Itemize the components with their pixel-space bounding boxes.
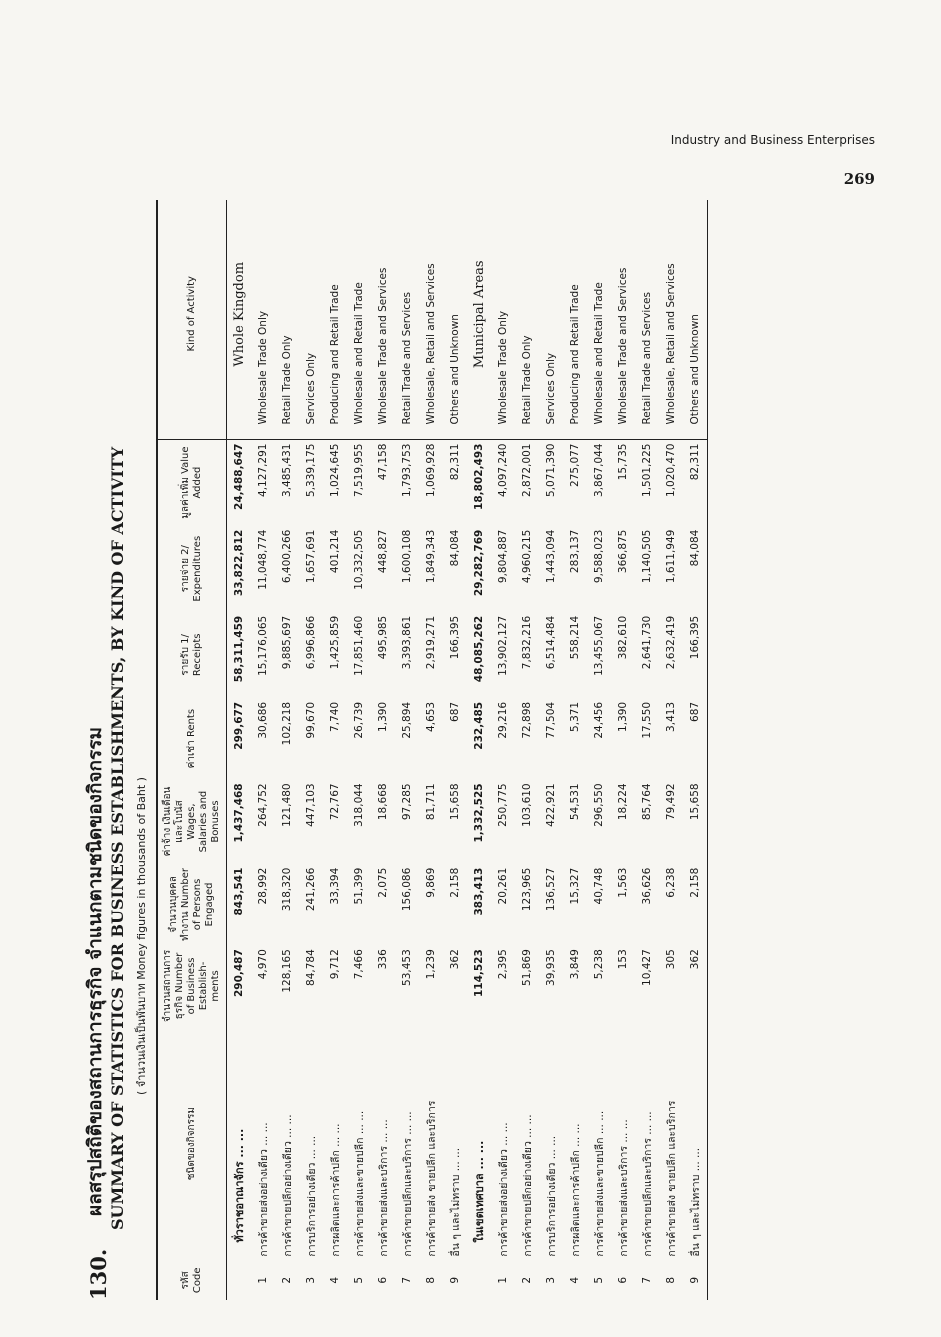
- row-persons: 15,327: [569, 867, 581, 905]
- row-kind-english: Retail Trade Only: [275, 200, 299, 439]
- table-row: [419, 200, 443, 1300]
- row-establishments: 53,453: [401, 949, 413, 986]
- row-establishments: 9,712: [329, 949, 341, 980]
- row-rents: 29,216: [497, 701, 509, 739]
- row-rents: 1,390: [377, 701, 389, 732]
- col-kind-thai: ชนิดของกิจกรรม: [157, 1027, 227, 1261]
- row-persons: 123,965: [521, 867, 533, 912]
- row-receipts: 17,851,460: [353, 615, 365, 676]
- table-row: [227, 200, 252, 1300]
- table-row: [683, 200, 708, 1300]
- col-value-added: มูลค่าเพิ่ม Value Added: [157, 439, 227, 526]
- row-persons: 6,238: [665, 867, 677, 898]
- row-wages: 15,658: [449, 783, 461, 821]
- row-persons: 156,086: [401, 867, 413, 912]
- row-kind-thai: การค้าขายส่งและบริการ ... ...: [377, 1119, 390, 1257]
- row-expenditures: 366,875: [617, 529, 629, 574]
- row-expenditures: 84,084: [449, 529, 461, 567]
- row-receipts: 2,919,271: [425, 615, 437, 670]
- row-kind-english: Wholesale and Retail Trade: [347, 200, 371, 439]
- row-establishments: 362: [683, 945, 708, 1027]
- row-value-added: 7,519,955: [353, 443, 365, 497]
- row-value-added: 82,311: [683, 439, 708, 526]
- row-expenditures: 1,140,505: [641, 529, 653, 584]
- row-rents: 30,686: [257, 701, 269, 739]
- row-wages: 85,764: [641, 783, 653, 821]
- row-rents: 5,371: [569, 701, 581, 732]
- row-kind-english: Wholesale, Retail and Services: [659, 200, 683, 439]
- row-kind-english: Services Only: [539, 200, 563, 439]
- table-title-english: SUMMARY OF STATISTICS FOR BUSINESS ESTABLISHMENTS, BY KIND OF ACTIVITY: [108, 446, 127, 1230]
- row-wages: 79,492: [665, 783, 677, 821]
- row-kind-thai: การค้าขายปลีกอย่างเดียว ... ...: [521, 1114, 534, 1257]
- row-expenditures: 9,588,023: [593, 529, 605, 584]
- row-kind-thai: การค้าขายปลีกอย่างเดียว ... ...: [281, 1114, 294, 1257]
- row-rents: 99,670: [305, 701, 317, 739]
- table-row: [299, 200, 323, 1300]
- row-value-added: 1,793,753: [401, 443, 413, 497]
- table-header-row: [157, 200, 227, 1300]
- row-wages: 72,767: [329, 783, 341, 821]
- row-expenditures: 448,827: [377, 529, 389, 574]
- col-establishments: จำนวนสถานการธุรกิจ Number of Business Establish- ments: [157, 945, 227, 1027]
- row-kind-english: Wholesale Trade Only: [251, 200, 275, 439]
- row-persons: 36,626: [641, 867, 653, 905]
- row-establishments: 128,165: [281, 949, 293, 993]
- row-value-added: 1,024,645: [329, 443, 341, 497]
- row-kind-english: Whole Kingdom: [227, 200, 252, 439]
- row-kind-english: Wholesale Trade and Services: [371, 200, 395, 439]
- row-value-added: 1,501,225: [641, 443, 653, 497]
- table-row: [515, 200, 539, 1300]
- row-kind-english: Wholesale and Retail Trade: [587, 200, 611, 439]
- row-kind-english: Retail Trade and Services: [395, 200, 419, 439]
- row-rents: 17,550: [641, 701, 653, 739]
- row-wages: 1,332,525: [473, 783, 485, 843]
- row-receipts: 48,085,262: [473, 615, 485, 683]
- rotated-table-page: [74, 200, 894, 1300]
- row-code: 7: [401, 1276, 413, 1284]
- row-receipts: 58,311,459: [233, 615, 245, 683]
- table-row: [587, 200, 611, 1300]
- row-kind-thai: การค้าขายส่ง ขายปลีก และบริการ: [425, 1100, 438, 1257]
- row-rents: 687: [683, 698, 708, 780]
- row-wages: 264,752: [257, 783, 269, 827]
- row-code: 4: [329, 1276, 341, 1284]
- row-kind-thai: ทั่วราชอาณาจักร ... ...: [233, 1128, 246, 1243]
- row-value-added: 47,158: [377, 443, 389, 481]
- page-number: 269: [843, 170, 875, 188]
- row-receipts: 6,514,484: [545, 615, 557, 670]
- row-code: 4: [569, 1276, 581, 1284]
- row-rents: 26,739: [353, 701, 365, 739]
- row-persons: 9,869: [425, 867, 437, 898]
- row-receipts: 382,610: [617, 615, 629, 660]
- row-persons: 318,320: [281, 867, 293, 912]
- row-expenditures: 1,849,343: [425, 529, 437, 584]
- row-establishments: 84,784: [305, 949, 317, 986]
- row-establishments: 51,869: [521, 949, 533, 986]
- row-code: 8: [425, 1276, 437, 1284]
- row-persons: 28,992: [257, 867, 269, 905]
- row-kind-english: Wholesale Trade and Services: [611, 200, 635, 439]
- row-expenditures: 401,214: [329, 529, 341, 574]
- row-value-added: 2,872,001: [521, 443, 533, 497]
- table-row: [443, 200, 467, 1300]
- col-rents: ค่าเช่า Rents: [157, 698, 227, 780]
- table-row: [371, 200, 395, 1300]
- row-receipts: 3,393,861: [401, 615, 413, 670]
- table-row: [635, 200, 659, 1300]
- row-code: 6: [617, 1276, 629, 1284]
- row-rents: 72,898: [521, 701, 533, 739]
- row-receipts: 166,395: [449, 615, 461, 660]
- row-persons: 2,075: [377, 867, 389, 898]
- table-title-thai: ผลสรุปสถิติของสถานการธุรกิจ จำแนกตามชนิดของกิจกรรม: [84, 727, 106, 1216]
- row-expenditures: 1,611,949: [665, 529, 677, 584]
- table-body: [227, 200, 708, 1300]
- table-row: [323, 200, 347, 1300]
- row-code: 3: [305, 1276, 317, 1284]
- row-establishments: 2,395: [497, 949, 509, 980]
- row-receipts: 7,832,216: [521, 615, 533, 670]
- row-establishments: 4,970: [257, 949, 269, 980]
- row-persons: 51,399: [353, 867, 365, 905]
- row-establishments: 7,466: [353, 949, 365, 980]
- row-receipts: 558,214: [569, 615, 581, 660]
- row-persons: 2,158: [449, 867, 461, 898]
- row-kind-english: Municipal Areas: [467, 200, 491, 439]
- row-wages: 121,480: [281, 783, 293, 827]
- table-number: 130.: [86, 1248, 111, 1300]
- row-rents: 687: [449, 701, 461, 722]
- row-wages: 318,044: [353, 783, 365, 827]
- row-value-added: 1,069,928: [425, 443, 437, 497]
- row-establishments: 336: [377, 949, 389, 970]
- row-rents: 102,218: [281, 701, 293, 746]
- row-receipts: 2,632,419: [665, 615, 677, 670]
- row-establishments: 10,427: [641, 949, 653, 986]
- row-receipts: 15,176,065: [257, 615, 269, 676]
- row-code: 7: [641, 1276, 653, 1284]
- row-rents: 1,390: [617, 701, 629, 732]
- row-expenditures: 283,137: [569, 529, 581, 574]
- row-expenditures: 29,282,769: [473, 529, 485, 597]
- row-rents: 3,413: [665, 701, 677, 732]
- row-persons: 2,158: [683, 864, 708, 946]
- table-row: [275, 200, 299, 1300]
- row-value-added: 5,071,390: [545, 443, 557, 497]
- row-establishments: 153: [617, 949, 629, 970]
- row-value-added: 15,735: [617, 443, 629, 481]
- row-persons: 33,394: [329, 867, 341, 905]
- table-row: [251, 200, 275, 1300]
- row-kind-english: Retail Trade and Services: [635, 200, 659, 439]
- row-wages: 422,921: [545, 783, 557, 827]
- row-kind-thai: อื่น ๆ และไม่ทราบ ... ...: [683, 1027, 708, 1261]
- row-value-added: 1,020,470: [665, 443, 677, 497]
- row-value-added: 5,339,175: [305, 443, 317, 497]
- row-value-added: 4,127,291: [257, 443, 269, 497]
- row-receipts: 166,395: [683, 612, 708, 698]
- row-persons: 383,413: [473, 867, 485, 916]
- row-rents: 77,504: [545, 701, 557, 739]
- row-expenditures: 1,443,094: [545, 529, 557, 584]
- row-code: 9: [449, 1276, 461, 1284]
- row-wages: 81,711: [425, 783, 437, 821]
- table-row: [659, 200, 683, 1300]
- col-kind-english: Kind of Activity: [157, 200, 227, 439]
- col-code: รหัส Code: [157, 1261, 227, 1300]
- row-code: 5: [353, 1276, 365, 1284]
- row-kind-thai: การค้าขายส่งอย่างเดียว ... ...: [497, 1122, 510, 1257]
- row-establishments: 362: [449, 949, 461, 970]
- row-receipts: 13,902,127: [497, 615, 509, 676]
- row-code: 2: [521, 1276, 533, 1284]
- row-value-added: 4,097,240: [497, 443, 509, 497]
- row-kind-thai: อื่น ๆ และไม่ทราบ ... ...: [449, 1147, 462, 1257]
- row-kind-english: Producing and Retail Trade: [563, 200, 587, 439]
- row-rents: 232,485: [473, 701, 485, 750]
- row-code: 2: [281, 1276, 293, 1284]
- statistics-table: [156, 200, 708, 1300]
- row-rents: 24,456: [593, 701, 605, 739]
- row-wages: 18,668: [377, 783, 389, 821]
- row-code: [227, 1261, 252, 1300]
- table-row: [395, 200, 419, 1300]
- col-receipts: รายรับ 1/ Receipts: [157, 612, 227, 698]
- row-persons: 241,266: [305, 867, 317, 912]
- row-code: 6: [377, 1276, 389, 1284]
- row-value-added: 275,077: [569, 443, 581, 487]
- row-expenditures: 84,084: [683, 526, 708, 612]
- row-kind-english: Others and Unknown: [443, 200, 467, 439]
- row-kind-english: Others and Unknown: [683, 200, 708, 439]
- row-persons: 20,261: [497, 867, 509, 905]
- row-wages: 1,437,468: [233, 783, 245, 843]
- row-persons: 40,748: [593, 867, 605, 905]
- row-expenditures: 1,657,691: [305, 529, 317, 584]
- table-row: [491, 200, 515, 1300]
- row-kind-english: Producing and Retail Trade: [323, 200, 347, 439]
- row-wages: 97,285: [401, 783, 413, 821]
- row-kind-english: Wholesale Trade Only: [491, 200, 515, 439]
- row-kind-thai: การค้าขายส่งและขายปลีก ... ...: [593, 1110, 606, 1257]
- row-kind-thai: การบริการอย่างเดียว ... ...: [545, 1135, 558, 1257]
- table-unit-note: ( จำนวนเงินเป็นพันบาท Money figures in thousands of Baht ): [135, 777, 148, 1095]
- row-kind-thai: การผลิตและการค้าปลีก ... ...: [329, 1123, 342, 1257]
- row-expenditures: 33,822,812: [233, 529, 245, 597]
- row-kind-thai: การค้าขายส่งอย่างเดียว ... ...: [257, 1122, 270, 1257]
- table-row: [539, 200, 563, 1300]
- row-kind-english: Wholesale, Retail and Services: [419, 200, 443, 439]
- row-establishments: 290,487: [233, 949, 245, 998]
- row-code: 1: [497, 1276, 509, 1284]
- table-title-block: [74, 200, 164, 1300]
- row-receipts: 9,885,697: [281, 615, 293, 670]
- row-wages: 103,610: [521, 783, 533, 827]
- row-receipts: 6,996,866: [305, 615, 317, 670]
- row-establishments: 305: [665, 949, 677, 970]
- row-expenditures: 10,332,505: [353, 529, 365, 590]
- row-persons: 1,563: [617, 867, 629, 898]
- row-receipts: 2,641,730: [641, 615, 653, 670]
- row-value-added: 3,867,044: [593, 443, 605, 497]
- row-value-added: 82,311: [449, 443, 461, 481]
- row-wages: 15,658: [683, 779, 708, 863]
- col-persons: จำนวนบุคคลทำงาน Number of Persons Engaged: [157, 864, 227, 946]
- row-establishments: 3,849: [569, 949, 581, 980]
- row-value-added: 3,485,431: [281, 443, 293, 497]
- row-kind-thai: การค้าขายส่งและบริการ ... ...: [617, 1119, 630, 1257]
- row-expenditures: 6,400,266: [281, 529, 293, 584]
- row-receipts: 495,985: [377, 615, 389, 660]
- row-wages: 296,550: [593, 783, 605, 827]
- row-establishments: 114,523: [473, 949, 485, 998]
- row-expenditures: 1,600,108: [401, 529, 413, 584]
- row-expenditures: 4,960,215: [521, 529, 533, 584]
- row-code: 5: [593, 1276, 605, 1284]
- row-wages: 18,224: [617, 783, 629, 821]
- table-row: [611, 200, 635, 1300]
- row-establishments: 1,239: [425, 949, 437, 980]
- row-code: [467, 1261, 491, 1300]
- row-expenditures: 9,804,887: [497, 529, 509, 584]
- row-persons: 843,541: [233, 867, 245, 916]
- row-kind-thai: การค้าขายส่ง ขายปลีก และบริการ: [665, 1100, 678, 1257]
- row-persons: 136,527: [545, 867, 557, 912]
- row-kind-thai: ในเขตเทศบาล ... ...: [473, 1140, 486, 1243]
- row-wages: 250,775: [497, 783, 509, 827]
- row-code: 3: [545, 1276, 557, 1284]
- table-row: [347, 200, 371, 1300]
- row-expenditures: 11,048,774: [257, 529, 269, 590]
- row-value-added: 18,802,493: [473, 443, 485, 510]
- row-rents: 4,653: [425, 701, 437, 732]
- col-wages: ค่าจ้าง เงินเดือน และโบนัส Wages, Salaries and Bonuses: [157, 779, 227, 863]
- row-kind-thai: การค้าขายปลีกและบริการ ... ...: [641, 1111, 654, 1257]
- table-row: [563, 200, 587, 1300]
- col-expenditures: รายจ่าย 2/ Expenditures: [157, 526, 227, 612]
- row-kind-thai: การค้าขายปลีกและบริการ ... ...: [401, 1111, 414, 1257]
- row-wages: 54,531: [569, 783, 581, 821]
- row-code: 8: [665, 1276, 677, 1284]
- row-wages: 447,103: [305, 783, 317, 827]
- row-rents: 299,677: [233, 701, 245, 750]
- row-rents: 7,740: [329, 701, 341, 732]
- row-rents: 25,894: [401, 701, 413, 739]
- row-value-added: 24,488,647: [233, 443, 245, 510]
- row-kind-thai: การบริการอย่างเดียว ... ...: [305, 1135, 318, 1257]
- row-receipts: 1,425,859: [329, 615, 341, 670]
- table-row: [467, 200, 491, 1300]
- row-code: 1: [257, 1276, 269, 1284]
- row-kind-english: Services Only: [299, 200, 323, 439]
- row-code: 9: [683, 1261, 708, 1300]
- row-establishments: 39,935: [545, 949, 557, 986]
- row-kind-english: Retail Trade Only: [515, 200, 539, 439]
- row-establishments: 5,238: [593, 949, 605, 980]
- running-header: Industry and Business Enterprises: [670, 133, 875, 147]
- row-kind-thai: การผลิตและการค้าปลีก ... ...: [569, 1123, 582, 1257]
- row-kind-thai: การค้าขายส่งและขายปลีก ... ...: [353, 1110, 366, 1257]
- row-receipts: 13,455,067: [593, 615, 605, 676]
